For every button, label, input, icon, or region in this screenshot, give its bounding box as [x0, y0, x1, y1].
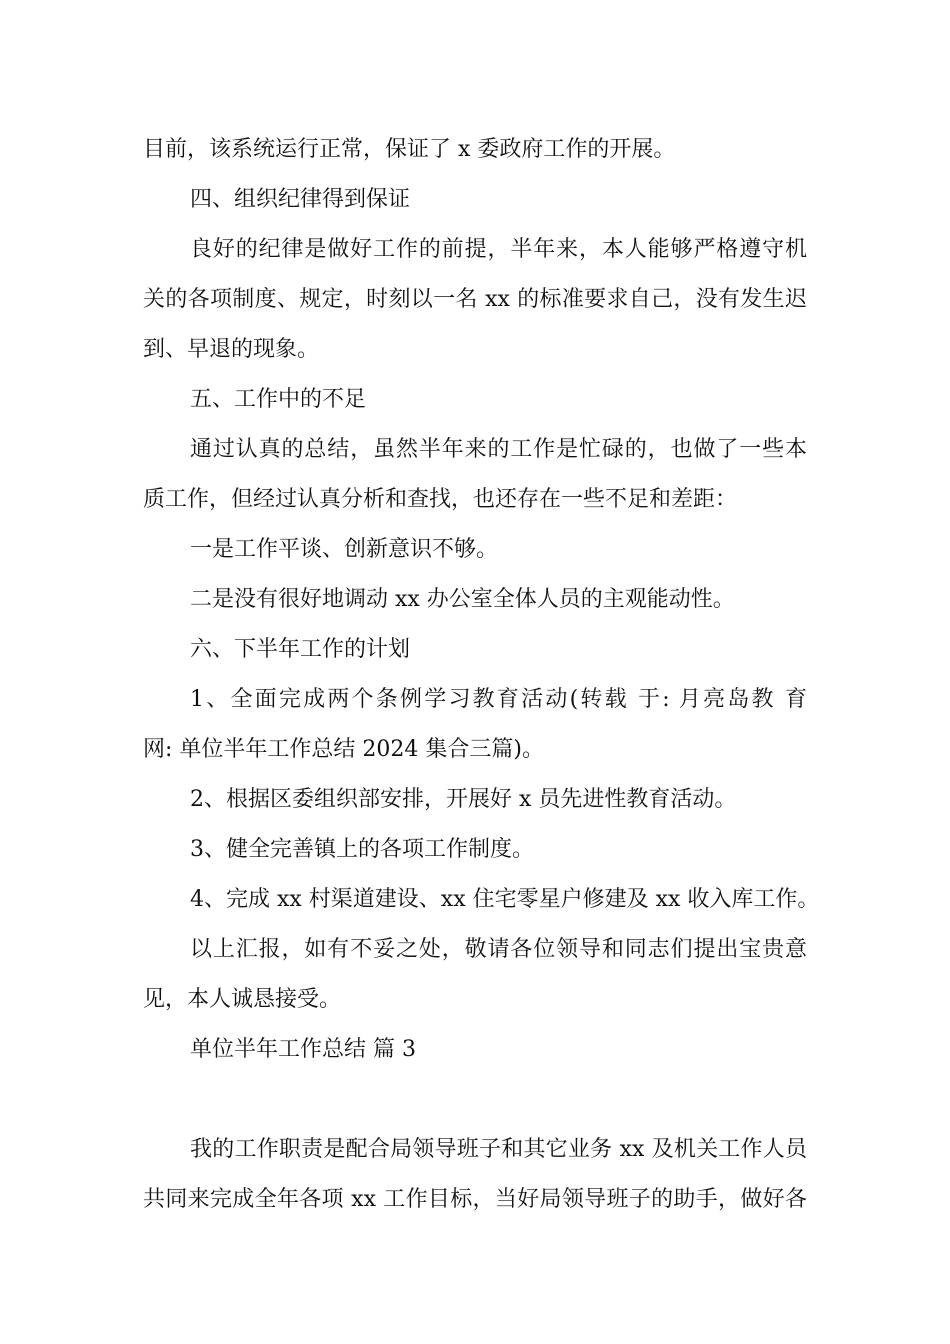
- body-text-line: 1、全面完成两个条例学习教育活动(转载 于: 月亮岛教 育: [190, 687, 807, 712]
- body-text-line: 目前，该系统运行正常，保证了 x 委政府工作的开展。: [143, 137, 676, 162]
- body-text-line: 2、根据区委组织部安排，开展好 x 员先进性教育活动。: [190, 787, 737, 812]
- body-text-line: 到、早退的现象。: [143, 337, 320, 362]
- body-text-line: 网: 单位半年工作总结 2024 集合三篇)。: [143, 737, 544, 762]
- section-heading: 四、组织纪律得到保证: [190, 187, 411, 212]
- section-heading: 六、下半年工作的计划: [190, 637, 411, 662]
- section-heading: 五、工作中的不足: [190, 387, 367, 412]
- body-text-line: 良好的纪律是做好工作的前提，半年来，本人能够严格遵守机: [190, 237, 807, 262]
- body-text-line: 3、健全完善镇上的各项工作制度。: [190, 837, 534, 862]
- body-text-line: 质工作，但经过认真分析和查找，也还存在一些不足和差距：: [143, 487, 738, 512]
- article-heading: 单位半年工作总结 篇 3: [190, 1037, 416, 1062]
- body-text-line: 我的工作职责是配合局领导班子和其它业务 xx 及机关工作人员: [190, 1137, 807, 1162]
- body-text-line: 以上汇报，如有不妥之处，敬请各位领导和同志们提出宝贵意: [190, 937, 807, 962]
- body-text-line: 关的各项制度、规定，时刻以一名 xx 的标准要求自己，没有发生迟: [143, 287, 807, 312]
- body-text-line: 二是没有很好地调动 xx 办公室全体人员的主观能动性。: [190, 587, 735, 612]
- body-text-line: 共同来完成全年各项 xx 工作目标，当好局领导班子的助手，做好各: [143, 1187, 807, 1212]
- body-text-line: 通过认真的总结，虽然半年来的工作是忙碌的，也做了一些本: [190, 437, 807, 462]
- body-text-line: 4、完成 xx 村渠道建设、xx 住宅零星户修建及 xx 收入库工作。: [190, 887, 820, 912]
- body-text-line: 一是工作平谈、创新意识不够。: [190, 537, 499, 562]
- body-text-line: 见，本人诚恳接受。: [143, 987, 342, 1012]
